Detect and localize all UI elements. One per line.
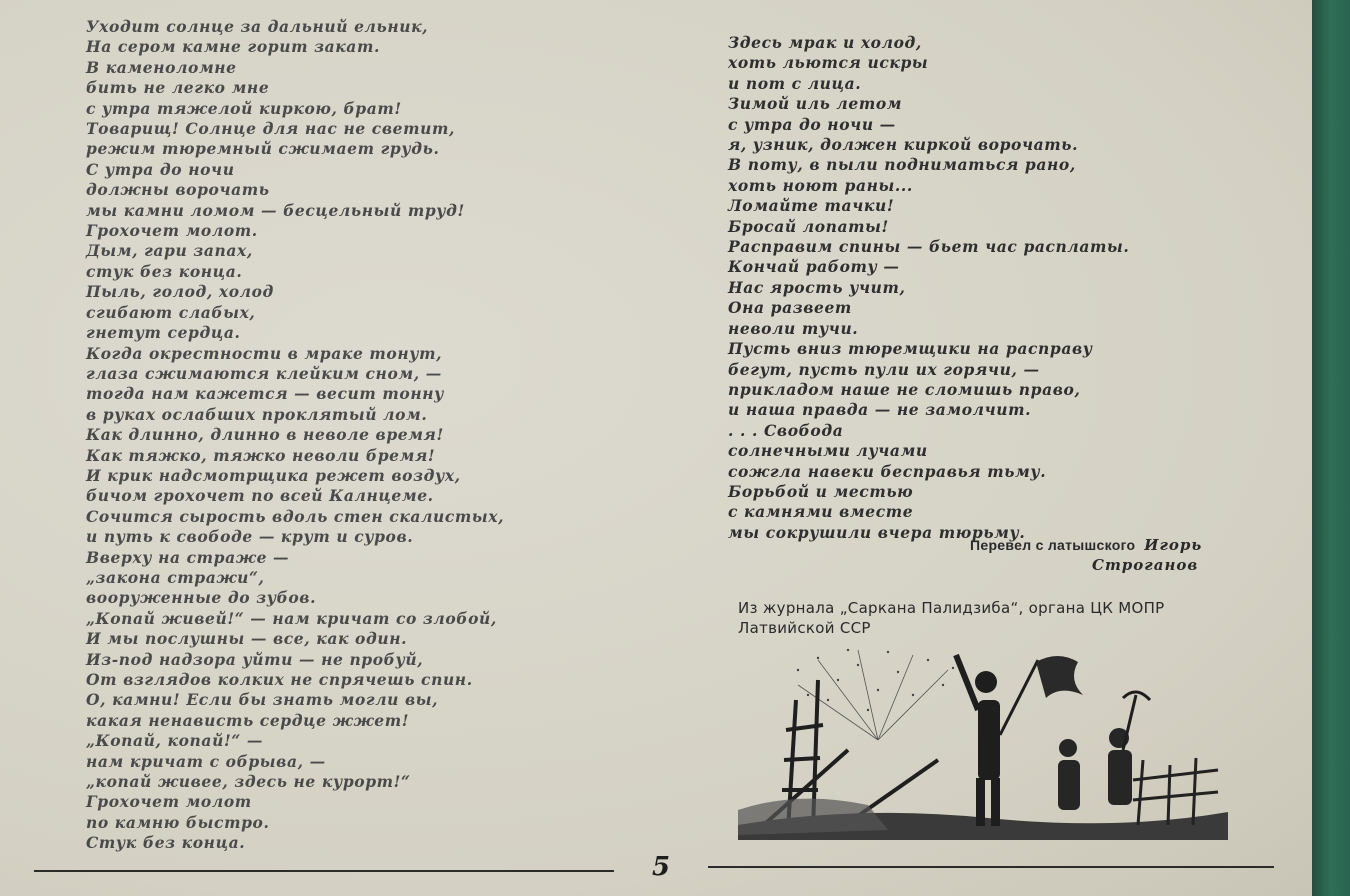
poem-left-column (86, 17, 626, 854)
poem-line: Нас ярость учит, (728, 277, 906, 297)
source-note (738, 598, 1298, 638)
poem-line: В каменоломне (86, 57, 237, 77)
poem-line: неволи тучи. (728, 318, 859, 338)
translator-label: Перевел с латышского (970, 537, 1136, 553)
poem-line: Ломайте тачки! (728, 196, 895, 216)
poem-line: Сочится сырость вдоль стен скалистых, (86, 506, 505, 526)
poem-line: гнетут сердца. (86, 323, 241, 343)
poem-line: Бросай лопаты! (728, 216, 889, 236)
poem-line: какая ненависть сердце жжет! (86, 710, 410, 730)
poem-line: солнечными лучами (728, 441, 928, 461)
poem-line: режим тюремный сжимает грудь. (86, 139, 440, 159)
poem-line: На сером камне горит закат. (86, 37, 380, 57)
poem-line: И мы послушны — все, как один. (86, 629, 408, 649)
footer-rule-left (34, 870, 614, 872)
source-line-1: Из журнала „Саркана Палидзиба“, органа ЦК МОПР (738, 599, 1165, 617)
poem-line: С утра до ночи (86, 159, 235, 179)
poem-line: тогда нам кажется — весит тонну (86, 384, 445, 404)
poem-line: стук без конца. (86, 261, 243, 281)
page-number: 5 (652, 852, 671, 882)
poem-line: От взглядов колких не спрячешь спин. (86, 670, 473, 689)
poem-line: и пот с лица. (728, 73, 862, 93)
poem-line: „Копай, копай!“ — (86, 731, 263, 751)
poem-line: бичом грохочет по всей Калнцеме. (86, 486, 434, 506)
poem-line: В поту, в пыли подниматься рано, (728, 155, 1076, 175)
footer-rule-right (708, 866, 1274, 868)
poem-right-column (728, 33, 1288, 543)
poem-line: с утра до ночи — (728, 114, 896, 134)
poem-line: Стук без конца. (86, 833, 246, 853)
poem-line: мы сокрушили вчера тюрьму. (728, 522, 1026, 542)
poem-line: по камню быстро. (86, 812, 270, 832)
source-line-2: Латвийской ССР (738, 619, 871, 637)
poem-line: бить не легко мне (86, 78, 270, 98)
poem-line: с камнями вместе (728, 502, 914, 522)
woodcut-illustration (738, 640, 1228, 840)
poem-line: сожгла навеки бесправья тьму. (728, 461, 1047, 481)
poem-line: сгибают слабых, (86, 302, 256, 322)
poem-line: Здесь мрак и холод, (728, 33, 922, 52)
poem-line: Грохочет молот (86, 792, 252, 812)
poem-line: „копай живее, здесь не курорт!“ (86, 772, 411, 792)
poem-line: хоть ноют раны... (728, 175, 913, 195)
poem-line: Товарищ! Солнце для нас не светит, (86, 119, 455, 139)
poem-line: и наша правда — не замолчит. (728, 400, 1032, 420)
poem-line: Расправим спины — бьет час расплаты. (728, 237, 1130, 257)
background-strip (1312, 0, 1350, 896)
poem-line: О, камни! Если бы знать могли вы, (86, 690, 439, 710)
poem-line: Когда окрестности в мраке тонут, (86, 343, 443, 363)
poem-line: и путь к свободе — крут и суров. (86, 527, 414, 547)
poem-line: Пыль, голод, холод (86, 282, 274, 302)
poem-line: „закона стражи“, (86, 567, 265, 587)
poem-line: Как длинно, длинно в неволе время! (86, 425, 444, 445)
poem-line: „Копай живей!“ — нам кричат со злобой, (86, 608, 497, 628)
poem-line: Грохочет молот. (86, 221, 258, 241)
poem-line: Из-под надзора уйти — не пробуй, (86, 649, 424, 669)
poem-line: Зимой иль летом (728, 94, 903, 114)
poem-line: Борьбой и местью (728, 481, 914, 501)
poem-line: вооруженные до зубов. (86, 588, 317, 608)
poem-line: мы камни ломом — бесцельный труд! (86, 200, 465, 220)
poem-line: я, узник, должен киркой ворочать. (728, 135, 1079, 155)
poem-line: в руках ослабших проклятый лом. (86, 404, 428, 424)
poem-line: должны ворочать (86, 180, 270, 200)
translator-last-name: Строганов (1092, 556, 1199, 574)
poem-line: прикладом наше не сломишь право, (728, 379, 1081, 399)
poem-line: И крик надсмотрщика режет воздух, (86, 465, 461, 485)
poem-line: бегут, пусть пули их горячи, — (728, 359, 1040, 379)
poem-line: Пусть вниз тюремщики на расправу (728, 339, 1093, 359)
poem-line: хоть льются искры (728, 53, 929, 73)
poem-line: глаза сжимаются клейким сном, — (86, 363, 442, 383)
translator-first-name: Игорь (1144, 536, 1203, 554)
poem-line: с утра тяжелой киркою, брат! (86, 98, 402, 118)
poem-line: Как тяжко, тяжко неволи бремя! (86, 445, 436, 465)
poem-line: Дым, гари запах, (86, 241, 253, 261)
poem-line: . . . Свобода (728, 420, 844, 440)
poem-line: Кончай работу — (728, 257, 900, 277)
translator-credit (970, 536, 1290, 575)
poem-line: Она развеет (728, 298, 852, 318)
poem-line: нам кричат с обрыва, — (86, 751, 326, 771)
poem-line: Уходит солнце за дальний ельник, (86, 17, 429, 36)
poem-line: Вверху на страже — (86, 547, 290, 567)
